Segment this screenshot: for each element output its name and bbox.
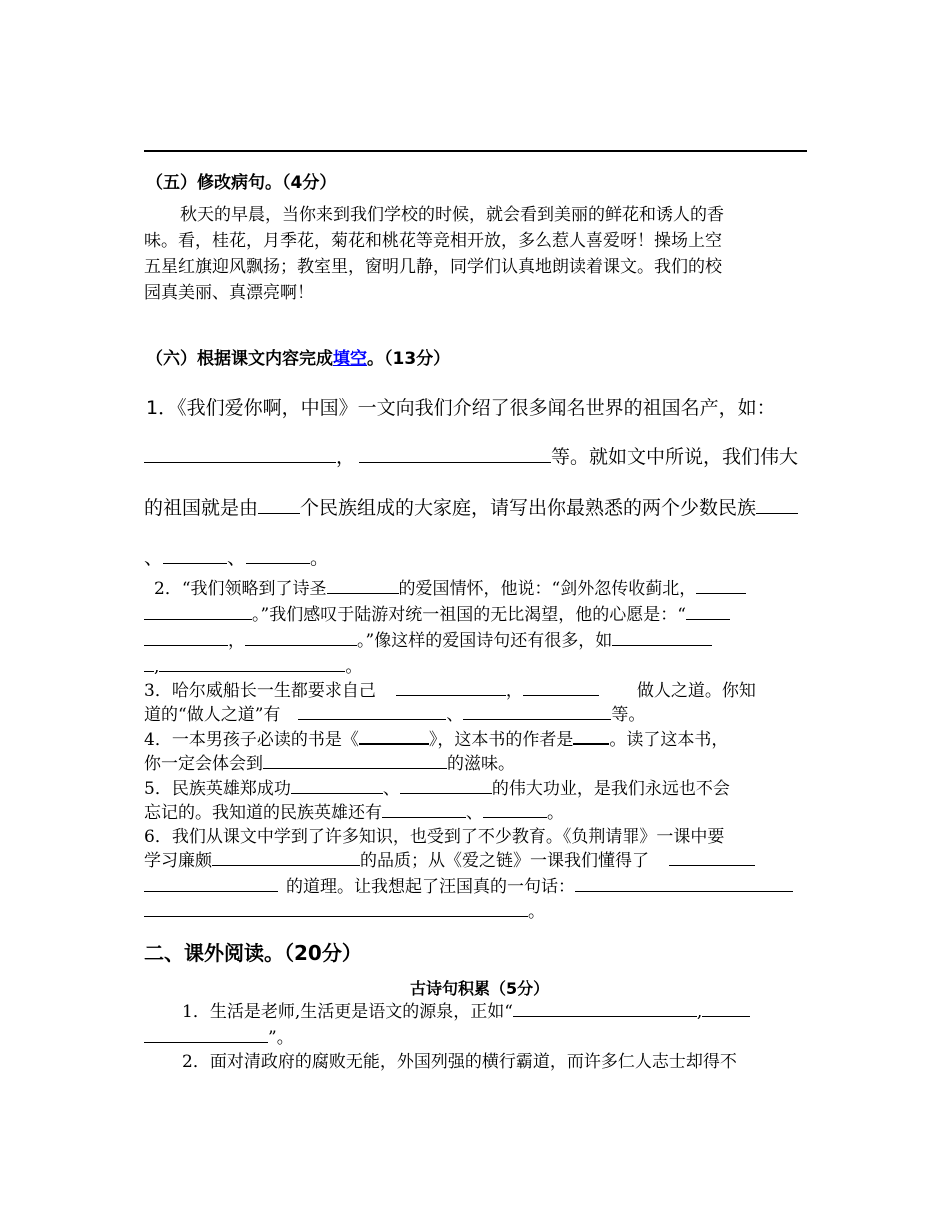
q2-line-3: ， 。”像这样的爱国诗句还有很多，如: [144, 628, 712, 654]
blank[interactable]: [245, 629, 357, 646]
q6-line-2: 学习廉颇 的品质；从《爱之链》一课我们懂得了: [144, 848, 755, 874]
section-5-line-3: 五星红旗迎风飘扬；教室里，窗明几静，同学们认真地朗读着课文。我们的校: [144, 257, 722, 277]
q2-line-1: 2．“我们领略到了诗圣 的爱国情怀，他说：“剑外忽传收蓟北，: [154, 576, 746, 602]
q6-line-3: 的道理。让我想起了汪国真的一句话：: [144, 874, 793, 900]
blank[interactable]: [483, 801, 547, 818]
blank[interactable]: [144, 629, 228, 646]
q4-line-1: 4．一本男孩子必读的书是《 》，这本书的作者是 。读了这本书，: [144, 727, 728, 753]
blank[interactable]: [263, 752, 447, 769]
blank[interactable]: [612, 629, 712, 646]
blank[interactable]: [144, 603, 252, 620]
top-divider: [144, 150, 807, 152]
blank[interactable]: [144, 1026, 268, 1043]
blank[interactable]: [144, 875, 278, 892]
blank[interactable]: [756, 497, 798, 514]
q1-line-3: 的祖国就是由 个民族组成的大家庭，请写出你最熟悉的两个少数民族: [144, 493, 798, 520]
poetry-subheading: 古诗句积累（5分）: [410, 979, 550, 998]
q4-line-2: 你一定会体会到 的滋味。: [144, 754, 515, 774]
part2-q1-line-1: 1．生活是老师,生活更是语文的源泉，正如“ ,: [182, 999, 750, 1025]
section-5-line-2: 味。看，桂花，月季花，菊花和桃花等竞相开放，多么惹人喜爱呀！操场上空: [144, 231, 722, 251]
q5-line-2: 忘记的。我知道的民族英雄还有 、 。: [144, 803, 564, 823]
blank[interactable]: [575, 875, 793, 892]
blank[interactable]: [396, 679, 506, 696]
part2-q2-line-1: 2．面对清政府的腐败无能，外国列强的横行霸道，而许多仁人志士却得不: [182, 1052, 737, 1072]
blank[interactable]: [359, 446, 551, 463]
section-6-heading: （六）根据课文内容完成填空。（13分）: [146, 349, 451, 369]
blank[interactable]: [702, 1000, 750, 1017]
blank[interactable]: [382, 801, 466, 818]
section-5-heading: （五）修改病句。（4分）: [146, 173, 337, 193]
blank[interactable]: [258, 497, 300, 514]
blank[interactable]: [327, 577, 399, 594]
blank[interactable]: [212, 849, 360, 866]
blank[interactable]: [246, 547, 310, 564]
blank[interactable]: [669, 849, 755, 866]
q1-line-2: ， 等。就如文中所说，我们伟大: [144, 442, 798, 469]
blank[interactable]: [159, 655, 345, 672]
q6-line-1: 6．我们从课文中学到了许多知识，也受到了不少教育。《负荆请罪》一课中要: [144, 827, 725, 847]
q1-line-4: 、 、 。: [144, 547, 330, 569]
blank[interactable]: [291, 777, 383, 794]
q3-line-1: 3．哈尔威船长一生都要求自己 ， 做人之道。你知: [144, 681, 756, 701]
blank[interactable]: [144, 446, 336, 463]
q3-line-2: 道的“做人之道”有 、 等。: [144, 705, 646, 725]
blank[interactable]: [523, 679, 599, 696]
blank[interactable]: [400, 777, 492, 794]
part-2-heading: 二、课外阅读。（20分）: [144, 941, 362, 965]
blank[interactable]: [573, 727, 609, 745]
blank[interactable]: [163, 547, 227, 564]
blank[interactable]: [513, 1000, 697, 1017]
q5-line-1: 5．民族英雄郑成功 、 的伟大功业，是我们永远也不会: [144, 779, 730, 799]
blank[interactable]: [144, 655, 154, 672]
q1-line-1: 1．《我们爱你啊，中国》一文向我们介绍了很多闻名世界的祖国名产，如：: [146, 397, 776, 419]
q6-line-4: 。: [144, 899, 545, 925]
q2-line-2: 。”我们感叹于陆游对统一祖国的无比渴望，他的心愿是：“: [144, 602, 730, 628]
section-5-line-4: 园真美丽、真漂亮啊！: [144, 283, 314, 303]
blank[interactable]: [359, 727, 429, 745]
blank[interactable]: [686, 603, 730, 620]
q2-line-4: , 。: [144, 654, 362, 680]
blank[interactable]: [463, 703, 611, 720]
section-5-line-1: 秋天的早晨，当你来到我们学校的时候，就会看到美丽的鲜花和诱人的香: [180, 205, 724, 225]
blank[interactable]: [144, 900, 528, 917]
fill-blank-link[interactable]: 填空: [333, 349, 367, 369]
blank[interactable]: [696, 577, 746, 594]
part2-q1-line-2: ”。: [144, 1025, 294, 1051]
blank[interactable]: [298, 703, 446, 720]
